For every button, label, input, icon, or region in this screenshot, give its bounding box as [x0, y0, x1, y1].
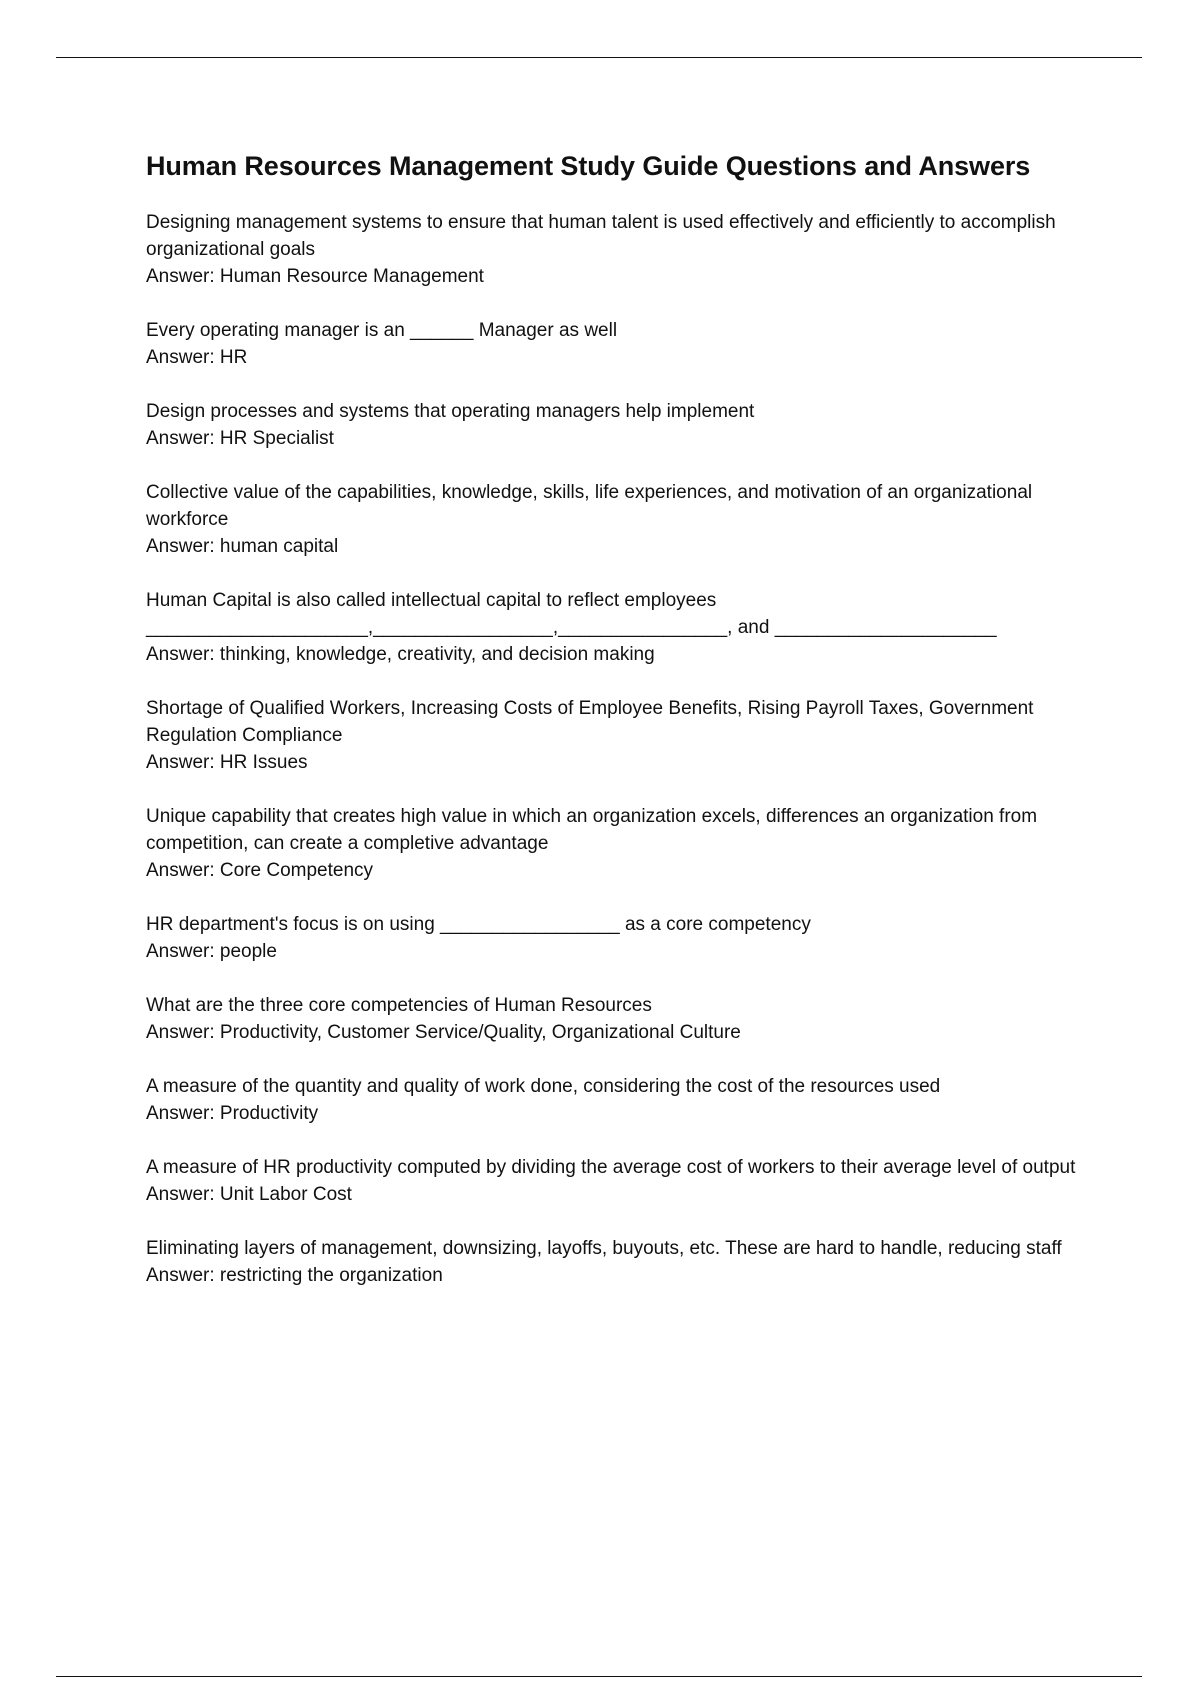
answer-text: Answer: Human Resource Management [146, 266, 484, 287]
question-text: Eliminating layers of management, downsizing, layoffs, buyouts, etc. These are hard to handle, reducing staff [146, 1238, 1062, 1259]
top-divider [56, 57, 1142, 58]
qa-item [146, 992, 1096, 1046]
question-text: HR department's focus is on using _________________ as a core competency [146, 914, 811, 935]
answer-text: Answer: human capital [146, 536, 339, 557]
qa-item [146, 1073, 1096, 1127]
question-text: Human Capital is also called intellectual capital to reflect employees [146, 590, 717, 611]
question-text: Design processes and systems that operating managers help implement [146, 401, 755, 422]
question-text: Collective value of the capabilities, knowledge, skills, life experiences, and motivation of an organizational workforce [146, 482, 1033, 530]
answer-text: Answer: HR Specialist [146, 428, 334, 449]
answer-text: Answer: Productivity, Customer Service/Quality, Organizational Culture [146, 1022, 741, 1043]
qa-item [146, 317, 1096, 371]
qa-item [146, 695, 1096, 776]
question-text: A measure of the quantity and quality of work done, considering the cost of the resources used [146, 1076, 941, 1097]
question-text: Every operating manager is an ______ Manager as well [146, 320, 618, 341]
question-text: A measure of HR productivity computed by dividing the average cost of workers to their average level of output [146, 1157, 1076, 1178]
bottom-divider [56, 1676, 1142, 1677]
fill-in-blanks-line: _____________________,_________________,________________, and _____________________ [146, 617, 997, 638]
answer-text: Answer: HR Issues [146, 752, 308, 773]
answer-text: Answer: Productivity [146, 1103, 319, 1124]
qa-item [146, 803, 1096, 884]
answer-text: Answer: HR [146, 347, 248, 368]
document-title: Human Resources Management Study Guide Questions and Answers [146, 151, 1031, 181]
qa-item [146, 479, 1096, 560]
question-text: Unique capability that creates high value in which an organization excels, differences an organization from competition, can create a completive advantage [146, 806, 1038, 854]
answer-text: Answer: Core Competency [146, 860, 374, 881]
qa-item [146, 1235, 1096, 1289]
qa-item [146, 398, 1096, 452]
qa-item [146, 911, 1096, 965]
answer-text: Answer: people [146, 941, 277, 962]
qa-item [146, 587, 1096, 668]
question-text: What are the three core competencies of Human Resources [146, 995, 652, 1016]
question-text: Designing management systems to ensure that human talent is used effectively and efficiently to accomplish organizational goals [146, 212, 1056, 260]
qa-item [146, 1154, 1096, 1208]
answer-text: Answer: restricting the organization [146, 1265, 443, 1286]
answer-text: Answer: thinking, knowledge, creativity, and decision making [146, 644, 655, 665]
document-body [146, 146, 1096, 1316]
question-text: Shortage of Qualified Workers, Increasing Costs of Employee Benefits, Rising Payroll Taxes, Government Regulation Compliance [146, 698, 1034, 746]
qa-item [146, 209, 1096, 290]
qa-list [146, 209, 1096, 1289]
answer-text: Answer: Unit Labor Cost [146, 1184, 352, 1205]
